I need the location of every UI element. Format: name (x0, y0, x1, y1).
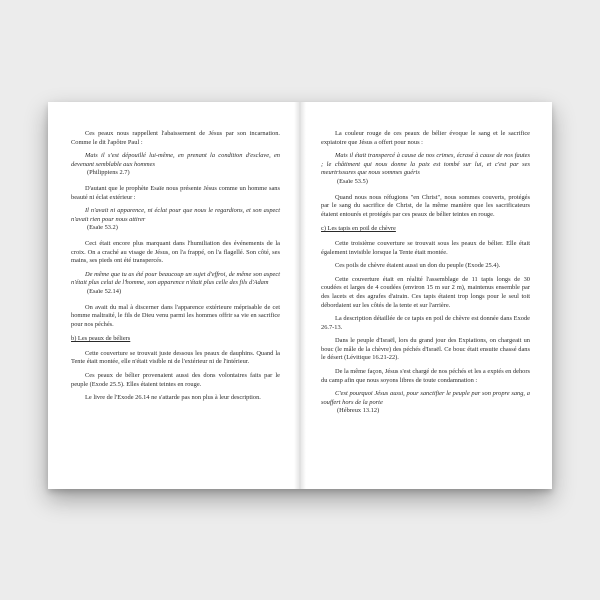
paragraph: Quand nous nous réfugions "en Christ", nous sommes couverts, protégés par le sang du sacrifice de Christ, de la même manière que les sacrificateurs étaient entourés et protégés par ces peaux de bélier teintes en rouge. (321, 193, 530, 218)
paragraph: Le livre de l'Exode 26.14 ne s'attarde pas non plus à leur description. (85, 394, 261, 402)
section-heading: b) Les peaux de béliers (71, 335, 131, 343)
paragraph: Ceci était encore plus marquant dans l'humiliation des événements de la croix. On a craché au visage de Jésus, on l'a frappé, on l'a flagellé. Son côté, ses mains, ses pieds ont été transpercés. (71, 239, 280, 265)
paragraph: La description détaillée de ce tapis en poil de chèvre est donnée dans Exode 26.7-13. (321, 315, 530, 331)
bible-quote: Mais il était transpercé à cause de nos crimes, écrasé à cause de nos fautes ; le châtiment qui nous donne la paix est tombé sur lui, et c'est par ses meurtrissures que nous sommes guéris (321, 152, 530, 177)
paragraph: D'autant que le prophète Esaïe nous présente Jésus comme un homme sans beauté ni éclat extérieur : (71, 184, 280, 201)
bible-reference: (Esaïe 52.14) (87, 287, 122, 295)
bible-reference: (Philippiens 2.7) (87, 169, 130, 177)
paragraph: Ces poils de chèvre étaient aussi un don du peuple (Exode 25.4). (335, 262, 501, 270)
right-page (300, 102, 552, 489)
paragraph: Cette couverture se trouvait juste dessous les peaux de dauphins. Quand la Tente était montée, elle n'était visible ni de l'extérieur ni de l'intérieur. (71, 349, 280, 366)
paragraph: Cette troisième couverture se trouvait sous les peaux de bélier. Elle était également invisible lorsque la Tente était montée. (321, 239, 530, 256)
bible-quote: Il n'avait ni apparence, ni éclat pour que nous le regardions, et son aspect n'avait rien pour nous attirer (71, 207, 280, 223)
bible-reference: (Esaïe 53.5) (337, 177, 368, 185)
paragraph: La couleur rouge de ces peaux de bélier évoque le sang et le sacrifice expiatoire que Jésus a offert pour nous : (321, 130, 530, 146)
bible-quote: C'est pourquoi Jésus aussi, pour sanctifier le peuple par son propre sang, a souffert hors de la porte (321, 390, 530, 406)
paragraph: Dans le peuple d'Israël, lors du grand jour des Expiations, on chargeait un bouc (le mâle de la chèvre) des péchés d'Israël. Ce bouc était ensuite chassé dans le désert (Lévitique 16.21-22). (321, 337, 530, 362)
paragraph: On avait du mal à discerner dans l'apparence extérieure méprisable de cet homme maltraité, le fils de Dieu venu parmi les hommes offrir sa vie en sacrifice pour nos péchés. (71, 303, 280, 328)
section-heading: c) Les tapis en poil de chèvre (321, 225, 396, 233)
left-page (48, 102, 300, 489)
bible-reference: (Hébreux 13.12) (337, 407, 380, 415)
paragraph: Ces peaux nous rappellent l'abaissement de Jésus par son incarnation. Comme le dit l'apôtre Paul : (71, 130, 280, 146)
bible-reference: (Esaïe 53.2) (87, 224, 118, 232)
open-book (48, 102, 552, 489)
paragraph: Ces peaux de bélier provenaient aussi des dons volontaires faits par le peuple (Exode 25.5). Elles étaient teintes en rouge. (71, 372, 280, 388)
bible-quote: Mais il s'est dépouillé lui-même, en prenant la condition d'esclave, en devenant semblable aux hommes (71, 152, 280, 168)
bible-quote: De même que tu as été pour beaucoup un sujet d'effroi, de même son aspect n'était plus celui de l'homme, son apparence n'était plus celle des fils d'Adam (71, 270, 280, 287)
paragraph: De la même façon, Jésus s'est chargé de nos péchés et les a expiés en dehors du camp afin que nous soyons libres de toute condamnation : (321, 368, 530, 384)
paragraph: Cette couverture était en réalité l'assemblage de 11 tapis longs de 30 coudées et larges de 4 coudées (environ 15 m sur 2 m), maintenus ensemble par des lacets et des agrafes d'airain. Ces tapis étaient trop longs pour le seul toit débordaient sur les côtés de la tente et sur l'arrière. (321, 275, 530, 309)
